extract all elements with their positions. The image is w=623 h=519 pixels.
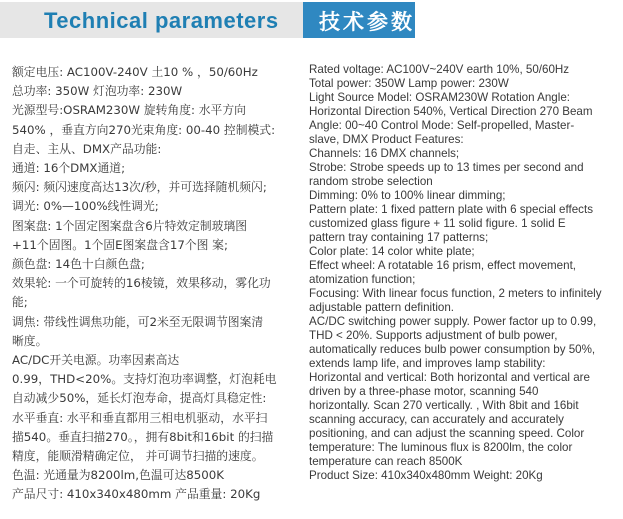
spec-line: 通道: 16个DMX通道; <box>12 161 126 176</box>
spec-line: positioning, and can adjust the scanning speed. Color <box>309 427 585 440</box>
spec-line: Focusing: With linear focus function, 2 meters to infinitely <box>309 287 602 300</box>
spec-line: customized glass figure + 11 solid figure. 1 solid E <box>309 217 566 230</box>
spec-line: Strobe: Strobe speeds up to 13 times per second and <box>309 161 584 174</box>
spec-line: 效果轮: 一个可旋转的16棱镜，效果移动，雾化功 <box>12 276 271 291</box>
spec-line: 描540。垂直扫描270。，拥有8bit和16bit 的扫描 <box>12 429 274 444</box>
spec-line: random strobe selection <box>309 175 433 188</box>
spec-line: 精度，能顺滑精确定位， 并可调节扫描的速度。 <box>12 449 264 464</box>
spec-line: THD < 20%. Supports adjustment of bulb power, <box>309 329 558 342</box>
spec-line: 色温: 光通量为8200lm,色温可达8500K <box>12 468 224 483</box>
spec-line: 光源型号:OSRAM230W 旋转角度: 水平方向 <box>12 103 246 118</box>
spec-line: 自动减少50%，延长灯泡寿命，提高灯具稳定性: <box>12 391 267 406</box>
spec-line: Horizontal Direction 540%, Vertical Direction 270 Beam <box>309 105 593 118</box>
spec-line: 图案盘: 1个固定图案盘含6片特效定制玻璃图 <box>12 218 248 233</box>
spec-line: horizontally. Scan 270 vertically. , With 8bit and 16bit <box>309 399 579 412</box>
spec-line: Horizontal and vertical: Both horizontal and vertical are <box>309 371 590 384</box>
spec-line: 晰度。 <box>12 333 48 348</box>
spec-line: AC/DC开关电源。功率因素高达 <box>12 353 180 368</box>
spec-line: 0.99，THD<20%。支持灯泡功率调整，灯泡耗电 <box>12 372 277 387</box>
spec-line: Light Source Model: OSRAM230W Rotation Angle: <box>309 91 570 104</box>
spec-line: temperature: The luminous flux is 8200lm, the color <box>309 441 573 454</box>
spec-line: temperature can reach 8500K <box>309 455 463 468</box>
spec-line: driven by a three-phase motor, scanning 540 <box>309 385 539 398</box>
spec-line: extends lamp life, and improves lamp stability: <box>309 357 546 370</box>
spec-line: slave, DMX Product Features: <box>309 133 464 146</box>
spec-line: 能; <box>12 295 28 310</box>
spec-line: 额定电压: AC100V-240V 土10 % ，50/60Hz <box>12 65 258 79</box>
title-cn: 技术参数 <box>319 10 415 34</box>
spec-line: pattern tray containing 17 patterns; <box>309 231 489 244</box>
spec-line: Product Size: 410x340x480mm Weight: 20Kg <box>309 469 543 482</box>
spec-line: 颜色盘: 14色十白颜色盘; <box>12 257 145 272</box>
spec-line: 调光: 0%—100%线性调光; <box>12 199 159 214</box>
spec-line: Rated voltage: AC100V~240V earth 10%, 50/60Hz <box>309 63 570 76</box>
spec-line: scanning accuracy, can accurately and accurately <box>309 413 564 426</box>
chinese-spec-column <box>12 63 294 505</box>
spec-line: atomization function; <box>309 273 416 286</box>
spec-line: Dimming: 0% to 100% linear dimming; <box>309 189 506 202</box>
spec-line: AC/DC switching power supply. Power factor up to 0.99, <box>309 315 597 328</box>
spec-line: Angle: 00~40 Control Mode: Self-propelled, Master- <box>309 119 575 132</box>
spec-line: 频闪: 频闪速度高达13次/秒，并可选择随机频闪; <box>12 180 267 195</box>
spec-line: Pattern plate: 1 fixed pattern plate with 6 special effects <box>309 203 594 216</box>
spec-line: +11个固图。1个固E图案盘含17个图 案; <box>12 237 228 252</box>
spec-line: automatically reduces bulb power consumption by 50%, <box>309 343 596 356</box>
spec-line: Total power: 350W Lamp power: 230W <box>309 77 509 90</box>
spec-line: Color plate: 14 color white plate; <box>309 245 475 258</box>
title-cn-box <box>303 2 415 38</box>
spec-line: 产品尺寸: 410x340x480mm 产品重量: 20Kg <box>12 487 261 502</box>
title-en: Technical parameters <box>44 8 279 33</box>
spec-line: Channels: 16 DMX channels; <box>309 147 460 160</box>
spec-line: 调焦: 带线性调焦功能，可2米至无限调节图案清 <box>12 314 264 329</box>
english-spec-column <box>309 63 619 483</box>
spec-line: Effect wheel: A rotatable 16 prism, effect movement, <box>309 259 577 272</box>
spec-line: 水平垂直: 水平和垂直都用三相电机驱动，水平扫 <box>12 410 268 425</box>
title-bar <box>0 2 303 38</box>
header <box>0 0 623 44</box>
spec-line: adjustable pattern definition. <box>309 301 455 314</box>
spec-line: 540% ，垂直方向270光束角度: 00-40 控制模式: <box>12 122 276 137</box>
spec-line: 总功率: 350W 灯泡功率: 230W <box>12 84 183 99</box>
spec-line: 自走、主从、DMX产品功能: <box>12 141 162 156</box>
